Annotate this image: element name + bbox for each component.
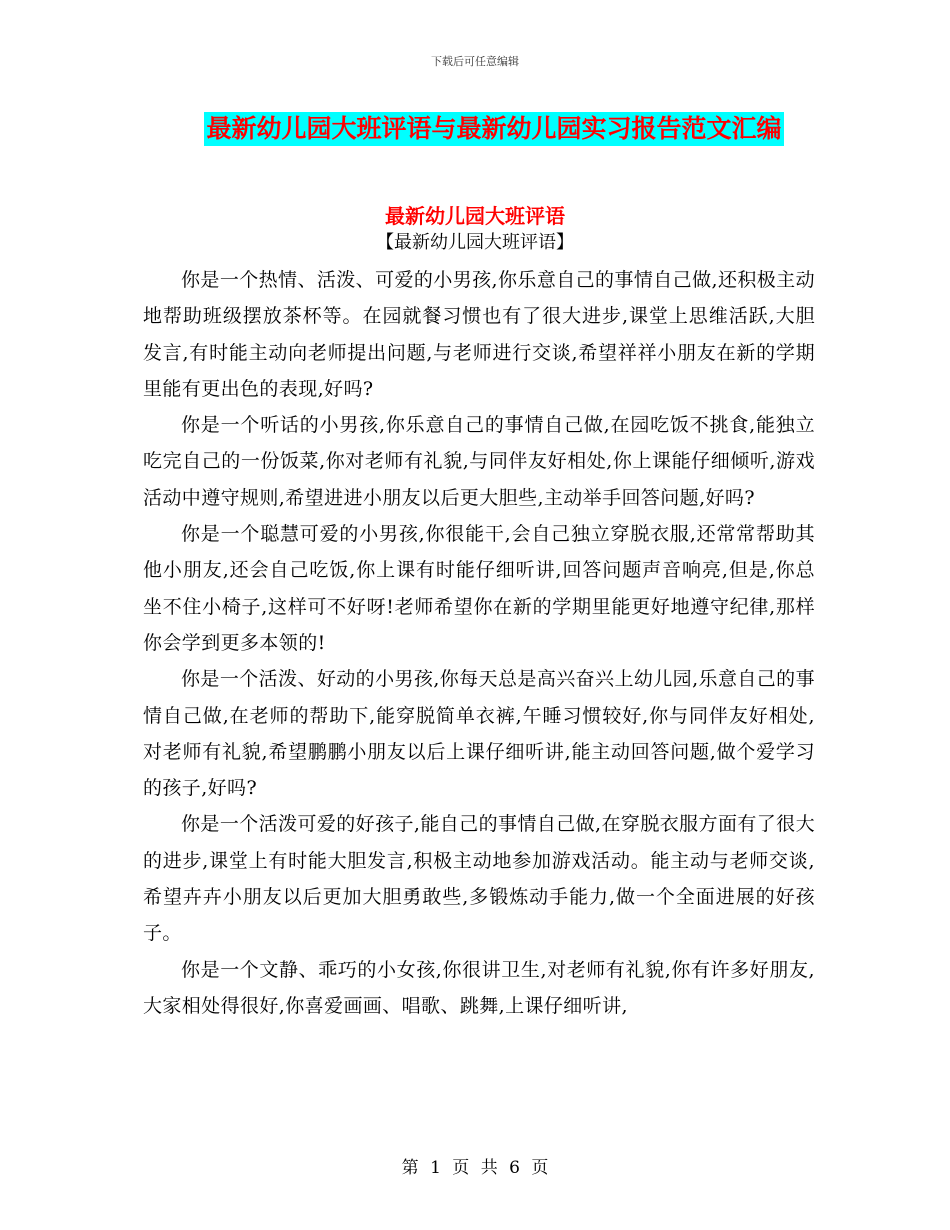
paragraph: 你是一个活泼、好动的小男孩,你每天总是高兴奋兴上幼儿园,乐意自己的事情自己做,在老师的帮助下,能穿脱简单衣裤,午睡习惯较好,你与同伴友好相处,对老师有礼貌,希望鹏鹏小朋友以后上课仔细听讲,能主动回答问题,做个爱学习的孩子,好吗? <box>143 668 815 800</box>
page-header-note: 下载后可任意编辑 <box>431 55 519 68</box>
paragraph: 你是一个文静、乖巧的小女孩,你很讲卫生,对老师有礼貌,你有许多好朋友,大家相处得很好,你喜爱画画、唱歌、跳舞,上课仔细听讲, <box>143 958 815 1017</box>
document-title: 最新幼儿园大班评语与最新幼儿园实习报告范文汇编 <box>204 112 783 146</box>
section-subtitle: 【最新幼儿园大班评语】 <box>376 232 574 253</box>
page-footer-number: 第 1 页 共 6 页 <box>401 1158 549 1178</box>
paragraph: 你是一个活泼可爱的好孩子,能自己的事情自己做,在穿脱衣服方面有了很大的进步,课堂上有时能大胆发言,积极主动地参加游戏活动。能主动与老师交谈,希望卉卉小朋友以后更加大胆勇敢些,多锻炼动手能力,做一个全面进展的好孩子。 <box>143 813 815 945</box>
paragraph: 你是一个热情、活泼、可爱的小男孩,你乐意自己的事情自己做,还积极主动地帮助班级摆放茶杯等。在园就餐习惯也有了很大进步,课堂上思维活跃,大胆发言,有时能主动向老师提出问题,与老师进行交谈,希望祥祥小朋友在新的学期里能有更出色的表现,好吗? <box>143 269 815 400</box>
paragraph: 你是一个听话的小男孩,你乐意自己的事情自己做,在园吃饭不挑食,能独立吃完自己的一份饭菜,你对老师有礼貌,与同伴友好相处,你上课能仔细倾听,游戏活动中遵守规则,希望进进小朋友以后更大胆些,主动举手回答问题,好吗? <box>143 414 815 509</box>
paragraph: 你是一个聪慧可爱的小男孩,你很能干,会自己独立穿脱衣服,还常常帮助其他小朋友,还会自己吃饭,你上课有时能仔细听讲,回答问题声音响亮,但是,你总坐不住小椅子,这样可不好呀!老师希望你在新的学期里能更好地遵守纪律,那样你会学到更多本领的! <box>143 523 815 654</box>
document-body <box>143 262 815 1024</box>
section-title: 最新幼儿园大班评语 <box>385 204 565 228</box>
document-title-container <box>0 112 950 146</box>
